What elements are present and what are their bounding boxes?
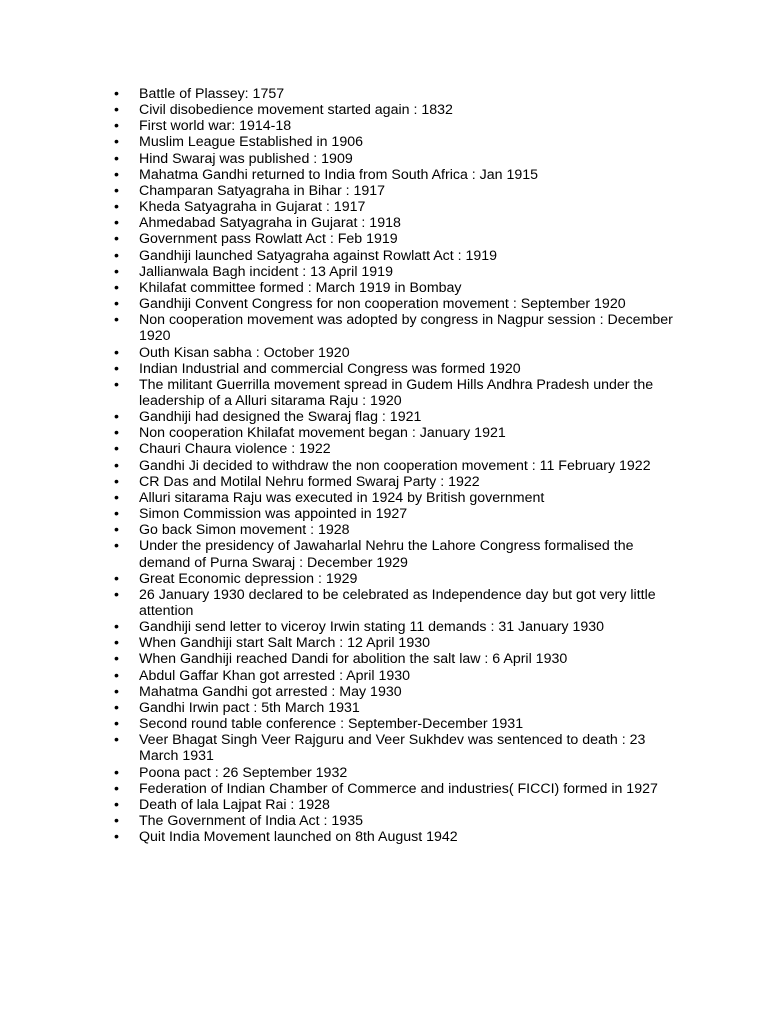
list-item — [114, 280, 674, 296]
list-item — [114, 571, 674, 587]
list-item-text: Kheda Satyagraha in Gujarat : 1917 — [139, 199, 366, 216]
list-item — [114, 474, 674, 490]
list-item-text: Non cooperation Khilafat movement began : January 1921 — [139, 425, 506, 442]
list-item-text: CR Das and Motilal Nehru formed Swaraj Party : 1922 — [139, 473, 480, 490]
list-item — [114, 86, 674, 102]
list-item — [114, 458, 674, 474]
list-item-text: Outh Kisan sabha : October 1920 — [139, 344, 350, 361]
list-item — [114, 797, 674, 813]
bullet-icon — [114, 587, 126, 603]
list-item — [114, 425, 674, 441]
bullet-icon — [114, 199, 126, 215]
list-item — [114, 538, 674, 570]
list-item — [114, 781, 674, 797]
list-item-text: Quit India Movement launched on 8th August 1942 — [139, 829, 458, 846]
list-item-text: Second round table conference : September-December 1931 — [139, 716, 524, 733]
bullet-icon — [114, 797, 126, 813]
list-item-text: Battle of Plassey: 1757 — [139, 86, 285, 102]
list-item — [114, 215, 674, 231]
list-item-text: Gandhiji launched Satyagraha against Rowlatt Act : 1919 — [139, 247, 498, 264]
list-item — [114, 716, 674, 732]
list-item — [114, 587, 674, 619]
list-item-text: Chauri Chaura violence : 1922 — [139, 441, 331, 458]
list-item-text: Veer Bhagat Singh Veer Rajguru and Veer Sukhdev was sentenced to death : 23 March 1931 — [139, 732, 646, 765]
bullet-icon — [114, 781, 126, 797]
bullet-icon — [114, 280, 126, 296]
bullet-icon — [114, 409, 126, 425]
list-item-text: Jallianwala Bagh incident : 13 April 1919 — [139, 263, 393, 280]
list-item — [114, 409, 674, 425]
bullet-icon — [114, 248, 126, 264]
list-item-text: Champaran Satyagraha in Bihar : 1917 — [139, 182, 386, 199]
list-item — [114, 231, 674, 247]
list-item — [114, 183, 674, 199]
bullet-icon — [114, 538, 126, 554]
list-item-text: Abdul Gaffar Khan got arrested : April 1930 — [139, 667, 411, 684]
list-item-text: Federation of Indian Chamber of Commerce and industries( FICCI) formed in 1927 — [139, 780, 658, 797]
bullet-icon — [114, 813, 126, 829]
list-item-text: Under the presidency of Jawaharlal Nehru the Lahore Congress formalised the demand of Purna Swaraj : December 1929 — [139, 538, 634, 571]
bullet-icon — [114, 377, 126, 393]
list-item-text: Ahmedabad Satyagraha in Gujarat : 1918 — [139, 215, 401, 232]
bullet-icon — [114, 474, 126, 490]
bullet-icon — [114, 441, 126, 457]
list-item — [114, 829, 674, 845]
bullet-icon — [114, 651, 126, 667]
bullet-icon — [114, 829, 126, 845]
list-item — [114, 441, 674, 457]
list-item-text: Hind Swaraj was published : 1909 — [139, 150, 353, 167]
bullet-icon — [114, 571, 126, 587]
bullet-icon — [114, 635, 126, 651]
list-item — [114, 635, 674, 651]
list-item-text: Gandhiji had designed the Swaraj flag : 1921 — [139, 409, 422, 426]
list-item-text: Gandhiji send letter to viceroy Irwin stating 11 demands : 31 January 1930 — [139, 619, 605, 636]
bullet-icon — [114, 167, 126, 183]
list-item-text: 26 January 1930 declared to be celebrated as Independence day but got very little attention — [139, 586, 656, 619]
list-item — [114, 522, 674, 538]
bullet-icon — [114, 716, 126, 732]
list-item-text: Great Economic depression : 1929 — [139, 570, 358, 587]
list-item-text: Muslim League Established in 1906 — [139, 134, 363, 151]
list-item — [114, 506, 674, 522]
bullet-icon — [114, 102, 126, 118]
list-item — [114, 619, 674, 635]
list-item-text: Indian Industrial and commercial Congress was formed 1920 — [139, 360, 521, 377]
list-item — [114, 651, 674, 667]
list-item — [114, 248, 674, 264]
timeline-bullet-list — [114, 86, 674, 845]
list-item — [114, 361, 674, 377]
bullet-icon — [114, 264, 126, 280]
bullet-icon — [114, 118, 126, 134]
bullet-icon — [114, 700, 126, 716]
list-item — [114, 765, 674, 781]
bullet-icon — [114, 231, 126, 247]
bullet-icon — [114, 151, 126, 167]
list-item-text: Gandhi Irwin pact : 5th March 1931 — [139, 699, 360, 716]
list-item — [114, 684, 674, 700]
bullet-icon — [114, 215, 126, 231]
list-item — [114, 345, 674, 361]
bullet-icon — [114, 134, 126, 150]
bullet-icon — [114, 296, 126, 312]
bullet-icon — [114, 732, 126, 748]
bullet-icon — [114, 619, 126, 635]
bullet-icon — [114, 458, 126, 474]
list-item — [114, 490, 674, 506]
list-item — [114, 151, 674, 167]
list-item — [114, 668, 674, 684]
list-item — [114, 264, 674, 280]
list-item — [114, 700, 674, 716]
bullet-icon — [114, 506, 126, 522]
list-item-text: The militant Guerrilla movement spread in Gudem Hills Andhra Pradesh under the leadership of a Alluri sitarama Raju : 1920 — [139, 376, 654, 409]
list-item-text: When Gandhiji start Salt March : 12 April 1930 — [139, 635, 430, 652]
list-item-text: Go back Simon movement : 1928 — [139, 522, 350, 539]
list-item — [114, 102, 674, 118]
list-item-text: First world war: 1914-18 — [139, 118, 292, 135]
list-item-text: When Gandhiji reached Dandi for abolition the salt law : 6 April 1930 — [139, 651, 568, 668]
bullet-icon — [114, 312, 126, 328]
list-item-text: Khilafat committee formed : March 1919 in Bombay — [139, 279, 462, 296]
list-item-text: Civil disobedience movement started again : 1832 — [139, 102, 453, 119]
list-item-text: Poona pact : 26 September 1932 — [139, 764, 348, 781]
bullet-icon — [114, 86, 126, 102]
list-item — [114, 732, 674, 764]
list-item — [114, 118, 674, 134]
bullet-icon — [114, 425, 126, 441]
bullet-icon — [114, 684, 126, 700]
bullet-icon — [114, 345, 126, 361]
bullet-icon — [114, 183, 126, 199]
list-item-text: Gandhi Ji decided to withdraw the non cooperation movement : 11 February 1922 — [139, 457, 651, 474]
list-item — [114, 312, 674, 344]
bullet-icon — [114, 490, 126, 506]
list-item — [114, 377, 674, 409]
bullet-icon — [114, 522, 126, 538]
list-item-text: Alluri sitarama Raju was executed in 1924 by British government — [139, 489, 545, 506]
bullet-icon — [114, 668, 126, 684]
list-item-text: Death of lala Lajpat Rai : 1928 — [139, 796, 330, 813]
list-item-text: Government pass Rowlatt Act : Feb 1919 — [139, 231, 398, 248]
list-item-text: The Government of India Act : 1935 — [139, 813, 363, 830]
list-item-text: Mahatma Gandhi got arrested : May 1930 — [139, 683, 402, 700]
list-item — [114, 296, 674, 312]
list-item-text: Gandhiji Convent Congress for non cooperation movement : September 1920 — [139, 296, 626, 313]
list-item — [114, 167, 674, 183]
list-item — [114, 134, 674, 150]
list-item-text: Non cooperation movement was adopted by congress in Nagpur session : December 1920 — [139, 312, 673, 345]
list-item-text: Simon Commission was appointed in 1927 — [139, 506, 408, 523]
list-item — [114, 813, 674, 829]
list-item-text: Mahatma Gandhi returned to India from South Africa : Jan 1915 — [139, 166, 539, 183]
bullet-icon — [114, 765, 126, 781]
list-item — [114, 199, 674, 215]
bullet-icon — [114, 361, 126, 377]
